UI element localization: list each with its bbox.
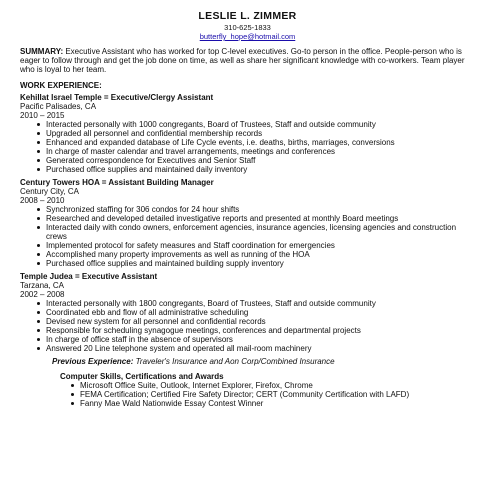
resume-page — [20, 0, 475, 408]
previous-experience — [52, 357, 475, 366]
job-bullets — [20, 205, 475, 268]
job-title: Temple Judea = Executive Assistant — [20, 272, 158, 281]
bullet-item: Interacted personally with 1800 congregants, Board of Trustees, Staff and outside community — [34, 299, 475, 308]
bullet-item: Interacted daily with condo owners, enforcement agencies, insurance agencies, licensing agencies and construction crews — [34, 223, 475, 241]
job-location: Pacific Palisades, CA — [20, 102, 97, 111]
skills-list — [60, 381, 475, 408]
bullet-item: Implemented protocol for safety measures and Staff coordination for emergencies — [34, 241, 475, 250]
bullet-item: Interacted personally with 1000 congregants, Board of Trustees, Staff and outside community — [34, 120, 475, 129]
bullet-item: Devised new system for all personnel and confidential records — [34, 317, 475, 326]
bullet-item: Researched and developed detailed investigative reports and presented at monthly Board meetings — [34, 214, 475, 223]
job-dates: 2002 – 2008 — [20, 290, 65, 299]
bullet-item: Purchased office supplies and maintained building supply inventory — [34, 259, 475, 268]
applicant-name: LESLIE L. ZIMMER — [198, 10, 297, 22]
previous-experience-text: Traveler's Insurance and Aon Corp/Combined Insurance — [135, 357, 335, 366]
bullet-item: In charge of master calendar and travel arrangements, meetings and conferences — [34, 147, 475, 156]
bullet-item: Upgraded all personnel and confidential membership records — [34, 129, 475, 138]
bullet-item: Generated correspondence for Executives and Senior Staff — [34, 156, 475, 165]
bullet-item: Accomplished many property improvements as well as running of the HOA — [34, 250, 475, 259]
summary-label: SUMMARY: — [20, 47, 64, 56]
summary-text: Executive Assistant who has worked for top C-level executives. Go-to person in the office. People-person who is eager to follow through and get the job done on time, as well as share her significant knowledge with co-workers. Team player who is loyal to her team. — [20, 47, 465, 74]
job-entry — [20, 93, 475, 174]
job-entry — [20, 178, 475, 268]
skills-section — [60, 372, 475, 408]
bullet-item: Coordinated ebb and flow of all administrative scheduling — [34, 308, 475, 317]
summary-section — [20, 47, 475, 74]
skill-item: Microsoft Office Suite, Outlook, Internet Explorer, Firefox, Chrome — [68, 381, 475, 390]
phone-number: 310-625-1833 — [224, 23, 271, 32]
previous-experience-label: Previous Experience: — [52, 357, 134, 366]
bullet-item: Purchased office supplies and maintained daily inventory — [34, 165, 475, 174]
bullet-item: In charge of office staff in the absence of supervisors — [34, 335, 475, 344]
job-entry — [20, 272, 475, 353]
skill-item: Fanny Mae Wald Nationwide Essay Contest Winner — [68, 399, 475, 408]
skill-item: FEMA Certification; Certified Fire Safety Director; CERT (Community Certification with LAFD) — [68, 390, 475, 399]
job-location: Century City, CA — [20, 187, 79, 196]
job-location: Tarzana, CA — [20, 281, 65, 290]
bullet-item: Responsible for scheduling synagogue meetings, conferences and departmental projects — [34, 326, 475, 335]
job-title: Kehillat Israel Temple = Executive/Clergy Assistant — [20, 93, 214, 102]
job-bullets — [20, 299, 475, 353]
email-link[interactable]: butterfly_hope@hotmail.com — [199, 32, 296, 41]
bullet-item: Enhanced and expanded database of Life Cycle events, i.e. deaths, births, marriages, conversions — [34, 138, 475, 147]
work-experience-heading: WORK EXPERIENCE: — [20, 81, 102, 90]
skills-heading: Computer Skills, Certifications and Awards — [60, 372, 224, 381]
job-dates: 2010 – 2015 — [20, 111, 65, 120]
bullet-item: Answered 20 Line telephone system and operated all mail-room machinery — [34, 344, 475, 353]
resume-header — [20, 10, 475, 41]
bullet-item: Synchronized staffing for 306 condos for 24 hour shifts — [34, 205, 475, 214]
job-dates: 2008 – 2010 — [20, 196, 65, 205]
job-title: Century Towers HOA = Assistant Building Manager — [20, 178, 214, 187]
job-bullets — [20, 120, 475, 174]
